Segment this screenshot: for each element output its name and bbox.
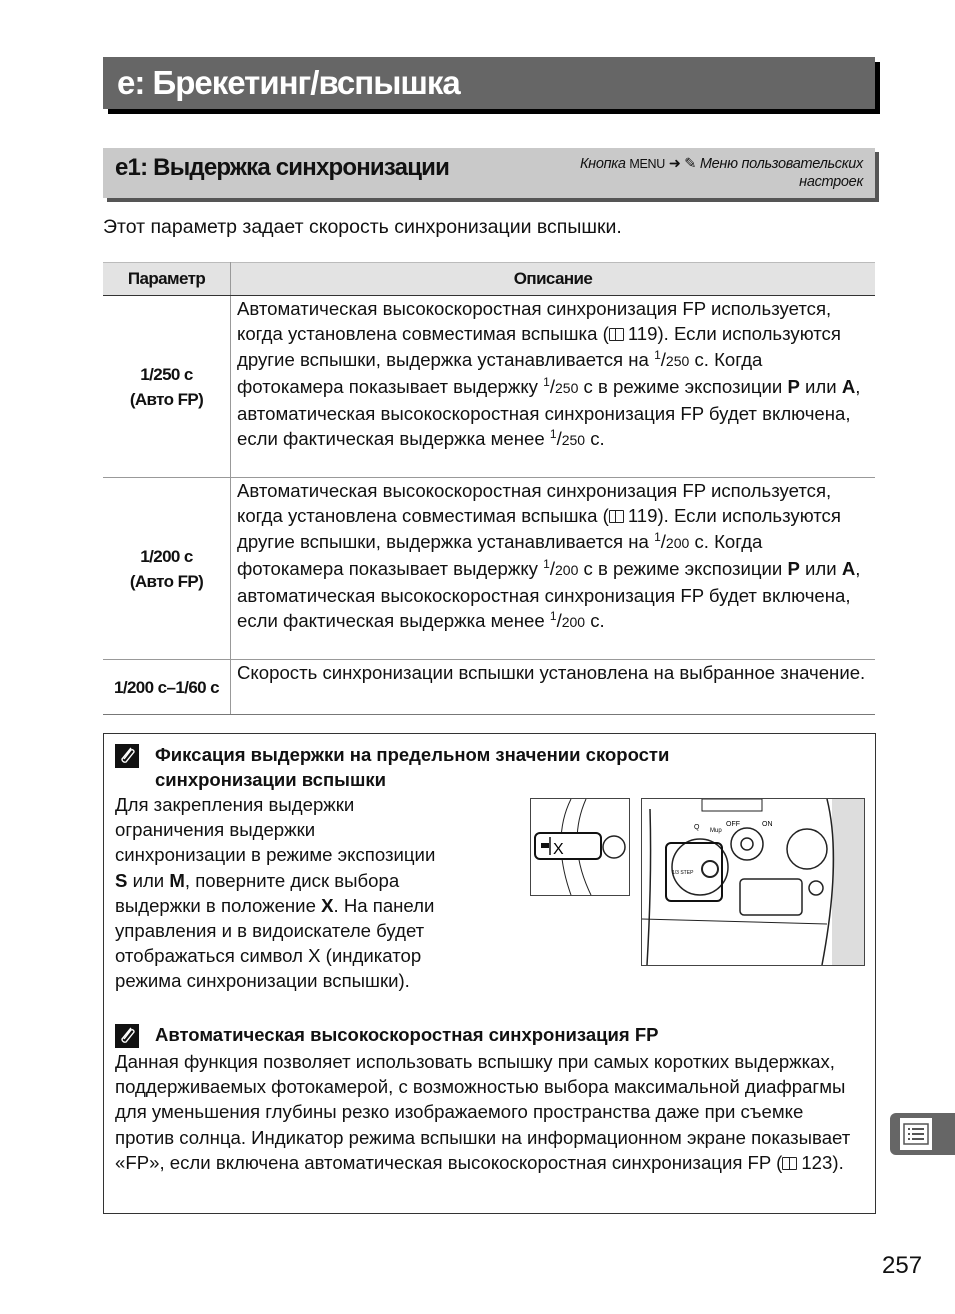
menu-path-prefix: Кнопка: [579, 156, 630, 172]
text-segment: или: [799, 557, 842, 579]
text-segment: /: [549, 557, 556, 579]
text-segment: 1: [654, 529, 661, 544]
param-value: 1/250 с: [140, 364, 193, 384]
text-segment: A: [841, 557, 856, 579]
pencil-icon: ✎: [684, 156, 697, 172]
text-segment: /: [660, 348, 666, 370]
chapter-title: e: Брекетинг/вспышка: [117, 64, 460, 101]
header-desc: Описание: [231, 263, 876, 296]
note-text: синхронизации в режиме экспозиции: [115, 844, 436, 866]
header-param: Параметр: [103, 263, 231, 296]
text-segment: с. Когда фотокамера показывает выдержку: [237, 348, 763, 397]
text-segment: /: [556, 610, 562, 632]
note-text: , поверните диск выбора: [184, 869, 400, 891]
text-segment: , автоматическая высокоскоростная синхронизация FP будет включена, если фактическая выдержка менее: [237, 557, 861, 632]
note-text: или: [127, 869, 170, 891]
notes-box: [103, 733, 876, 1214]
arrow-icon: ➜: [668, 156, 681, 172]
text-segment: , автоматическая высокоскоростная синхронизация FP будет включена, если фактическая выдержка менее: [237, 375, 861, 450]
chapter-title-bar: [103, 57, 875, 109]
text-segment: ).: [832, 1151, 844, 1173]
text-segment: 200: [555, 561, 579, 578]
param-value: 1/200 с: [140, 546, 193, 566]
menu-path: [580, 155, 863, 191]
text-segment: /: [660, 530, 666, 552]
text-segment: P: [787, 375, 800, 397]
param-note: (Авто FP): [129, 389, 204, 409]
section-header: [103, 148, 875, 198]
text-segment: 200: [561, 614, 586, 631]
text-segment: 1: [549, 427, 557, 442]
q-label: Q: [694, 824, 700, 831]
text-segment: 200: [665, 534, 690, 551]
mode-s: S: [115, 869, 128, 891]
note-heading: [115, 1022, 658, 1047]
book-ref-icon: [609, 328, 624, 341]
desc-cell: [231, 296, 876, 478]
menu-button-label: MENU: [629, 157, 665, 171]
text-segment: ). Если используются другие вспышки, выдержка устанавливается на: [237, 505, 841, 552]
note-text: режима синхронизации вспышки).: [115, 970, 410, 992]
mup-label: Mup: [710, 828, 722, 834]
param-note: (Авто FP): [129, 571, 204, 591]
paperclip-icon: [115, 744, 139, 768]
text-segment: Данная функция позволяет использовать вспышку при самых коротких выдержках, поддерживаемых фотокамерой, с возможностью выбора максимальной диафрагмы для уменьшения глубины резко изображаемого пространства даже при съемке против солнца. Индикатор режима вспышки на информационном экране показывает «FP», если включена автоматическая высокоскоростная синхронизация FP (: [115, 1051, 851, 1173]
dial-zoom-illustration: [530, 798, 630, 896]
mode-m: M: [169, 869, 185, 891]
book-ref-icon: [782, 1157, 797, 1170]
text-segment: A: [841, 375, 856, 397]
on-label: ON: [762, 821, 773, 828]
note-title-line1: Фиксация выдержки на предельном значении скорости: [155, 744, 670, 765]
desc-cell: [231, 660, 876, 715]
text-segment: или: [799, 375, 842, 397]
page-ref-link[interactable]: 119: [627, 505, 658, 527]
param-cell: [103, 296, 231, 478]
text-segment: Скорость синхронизации вспышки установлена на выбранное значение.: [237, 662, 866, 683]
note-text: ограничения выдержки: [115, 819, 316, 841]
text-segment: 1: [549, 609, 557, 624]
page-ref-link[interactable]: 123: [801, 1151, 833, 1173]
text-segment: ). Если используются другие вспышки, выдержка устанавливается на: [237, 323, 841, 370]
text-segment: с в режиме экспозиции: [578, 557, 788, 579]
note-text: выдержки в положение: [115, 894, 322, 916]
note-text: . На панели: [333, 894, 435, 916]
param-cell: [103, 660, 231, 715]
table-header-row: [103, 263, 875, 296]
camera-top-illustration: [641, 798, 865, 966]
text-segment: Автоматическая высокоскоростная синхронизация FP используется, когда установлена совместимая вспышка (: [237, 298, 832, 345]
section-tab[interactable]: [890, 1113, 955, 1155]
menu-path-suffix: Меню пользовательских: [696, 156, 863, 172]
paperclip-icon: [115, 1024, 139, 1048]
text-segment: с.: [585, 428, 605, 450]
text-segment: 250: [555, 379, 579, 396]
options-table: [103, 262, 875, 715]
text-segment: /: [556, 428, 562, 450]
text-segment: с в режиме экспозиции: [578, 375, 788, 397]
note-heading: [115, 742, 669, 792]
page-ref-link[interactable]: 119: [627, 323, 658, 345]
text-segment: 1: [543, 556, 550, 571]
param-cell: [103, 478, 231, 660]
position-x: X: [321, 894, 334, 916]
table-row: [103, 478, 875, 660]
section-title: e1: Выдержка синхронизации: [115, 154, 450, 181]
note-body: [115, 1049, 865, 1175]
menu-list-icon: [900, 1118, 932, 1150]
text-segment: 1: [543, 374, 550, 389]
note-title: Автоматическая высокоскоростная синхронизация FP: [155, 1024, 659, 1045]
text-segment: 250: [561, 432, 586, 449]
dial-x-label: X: [553, 841, 564, 858]
text-segment: с.: [585, 610, 605, 632]
intro-text: Этот параметр задает скорость синхронизации вспышки.: [103, 216, 622, 238]
param-value: 1/200 с–1/60 с: [113, 677, 220, 697]
off-label: OFF: [726, 821, 740, 828]
table-row: [103, 660, 875, 715]
page-number: 257: [882, 1252, 923, 1279]
text-segment: P: [787, 557, 800, 579]
text-segment: 250: [665, 352, 690, 369]
note-body: [115, 792, 515, 994]
text-segment: Автоматическая высокоскоростная синхронизация FP используется, когда установлена совместимая вспышка (: [237, 480, 832, 527]
note-text: Для закрепления выдержки: [115, 794, 355, 815]
note-title-line2: синхронизации вспышки: [155, 769, 386, 790]
text-segment: с. Когда фотокамера показывает выдержку: [237, 530, 763, 579]
note-text: отображаться символ X (индикатор: [115, 945, 422, 967]
menu-path-line2: настроек: [799, 174, 863, 190]
note-text: управления и в видоискателе будет: [115, 920, 425, 942]
book-ref-icon: [609, 510, 624, 523]
table-row: [103, 296, 875, 478]
step-label: 1/3 STEP: [672, 870, 694, 876]
text-segment: /: [549, 375, 556, 397]
text-segment: 1: [654, 347, 661, 362]
desc-cell: [231, 478, 876, 660]
